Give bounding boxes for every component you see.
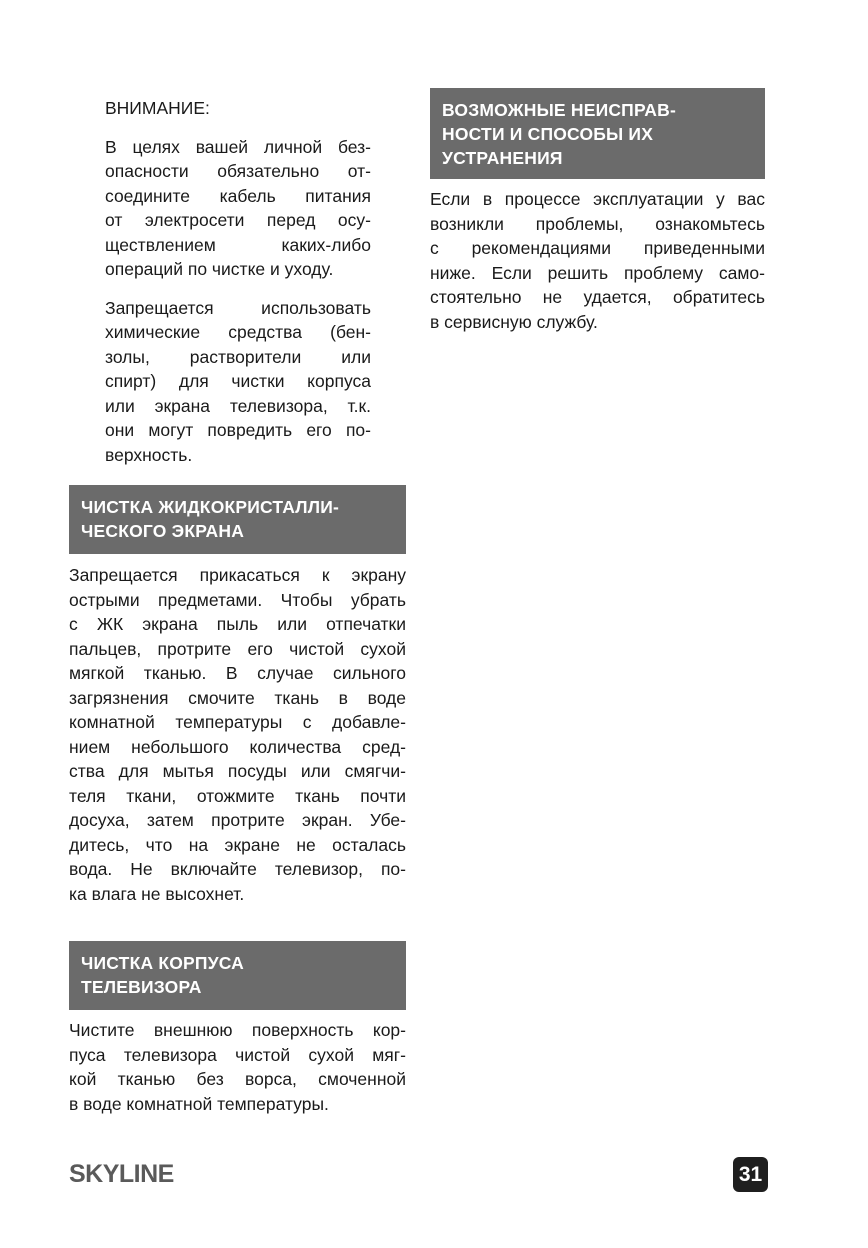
case-cleaning-heading: ЧИСТКА КОРПУСА ТЕЛЕВИЗОРА [69, 941, 406, 1010]
warning-paragraph-2 [105, 296, 371, 468]
text-line: дитесь, что на экране не осталась [69, 834, 406, 855]
text-line: опасности обязательно от- [105, 161, 371, 181]
troubleshooting-body [430, 187, 765, 334]
text-line: операций по чистке и уходу. [105, 259, 334, 279]
text-line: вода. Не включайте телевизор, по- [69, 859, 406, 879]
text-line: в сервисную службу. [430, 311, 598, 332]
text-line: золы, растворители или [105, 346, 371, 367]
text-line: ществлением каких-либо [105, 234, 371, 255]
text-line: стоятельно не удается, обратитесь [430, 287, 765, 307]
lcd-cleaning-heading: ЧИСТКА ЖИДКОКРИСТАЛЛИ- ЧЕСКОГО ЭКРАНА [69, 485, 406, 554]
text-line: теля ткани, отожмите ткань почти [69, 785, 406, 806]
text-line: Запрещается прикасаться к экрану [69, 565, 406, 585]
text-line: они могут повредить его по- [105, 420, 371, 440]
text-line: комнатной температуры с добавле- [69, 712, 406, 732]
warning-paragraph-1 [105, 135, 371, 282]
text-line: спирт) для чистки корпуса [105, 371, 371, 391]
text-line: мягкой тканью. В случае сильного [69, 663, 406, 683]
brand-logo: SKYLINE [69, 1160, 174, 1188]
page-number: 31 [733, 1157, 768, 1192]
text-line: досуха, затем протрите экран. Убе- [69, 810, 406, 830]
text-line: Чистите внешнюю поверхность кор- [69, 1020, 406, 1040]
text-line: с рекомендациями приведенными [430, 238, 765, 258]
troubleshooting-heading: ВОЗМОЖНЫЕ НЕИСПРАВ- НОСТИ И СПОСОБЫ ИХ УСТРАНЕНИЯ [430, 88, 765, 179]
text-line: кой тканью без ворса, смоченной [69, 1069, 406, 1089]
text-line: острыми предметами. Чтобы убрать [69, 589, 406, 610]
text-line: возникли проблемы, ознакомьтесь [430, 213, 765, 234]
text-line: соедините кабель питания [105, 185, 371, 206]
text-line: химические средства (бен- [105, 322, 371, 342]
text-line: загрязнения смочите ткань в воде [69, 687, 406, 708]
text-line: Запрещается использовать [105, 297, 371, 318]
case-cleaning-body [69, 1018, 406, 1116]
text-line: или экрана телевизора, т.к. [105, 395, 371, 416]
text-line: в воде комнатной температуры. [69, 1093, 329, 1114]
text-line: пальцев, протрите его чистой сухой [69, 638, 406, 659]
text-line: от электросети перед осу- [105, 210, 371, 230]
text-line: ка влага не высохнет. [69, 883, 245, 904]
text-line: ства для мытья посуды или смягчи- [69, 761, 406, 781]
text-line: ниже. Если решить проблему само- [430, 262, 765, 283]
text-line: нием небольшого количества сред- [69, 736, 406, 757]
text-line: пуса телевизора чистой сухой мяг- [69, 1044, 406, 1065]
warning-title: ВНИМАНИЕ: [105, 98, 210, 118]
text-line: с ЖК экрана пыль или отпечатки [69, 614, 406, 634]
text-line: верхность. [105, 444, 193, 465]
text-line: Если в процессе эксплуатации у вас [430, 189, 765, 209]
lcd-cleaning-body [69, 563, 406, 906]
warning-block [105, 96, 371, 467]
text-line: В целях вашей личной без- [105, 136, 371, 157]
